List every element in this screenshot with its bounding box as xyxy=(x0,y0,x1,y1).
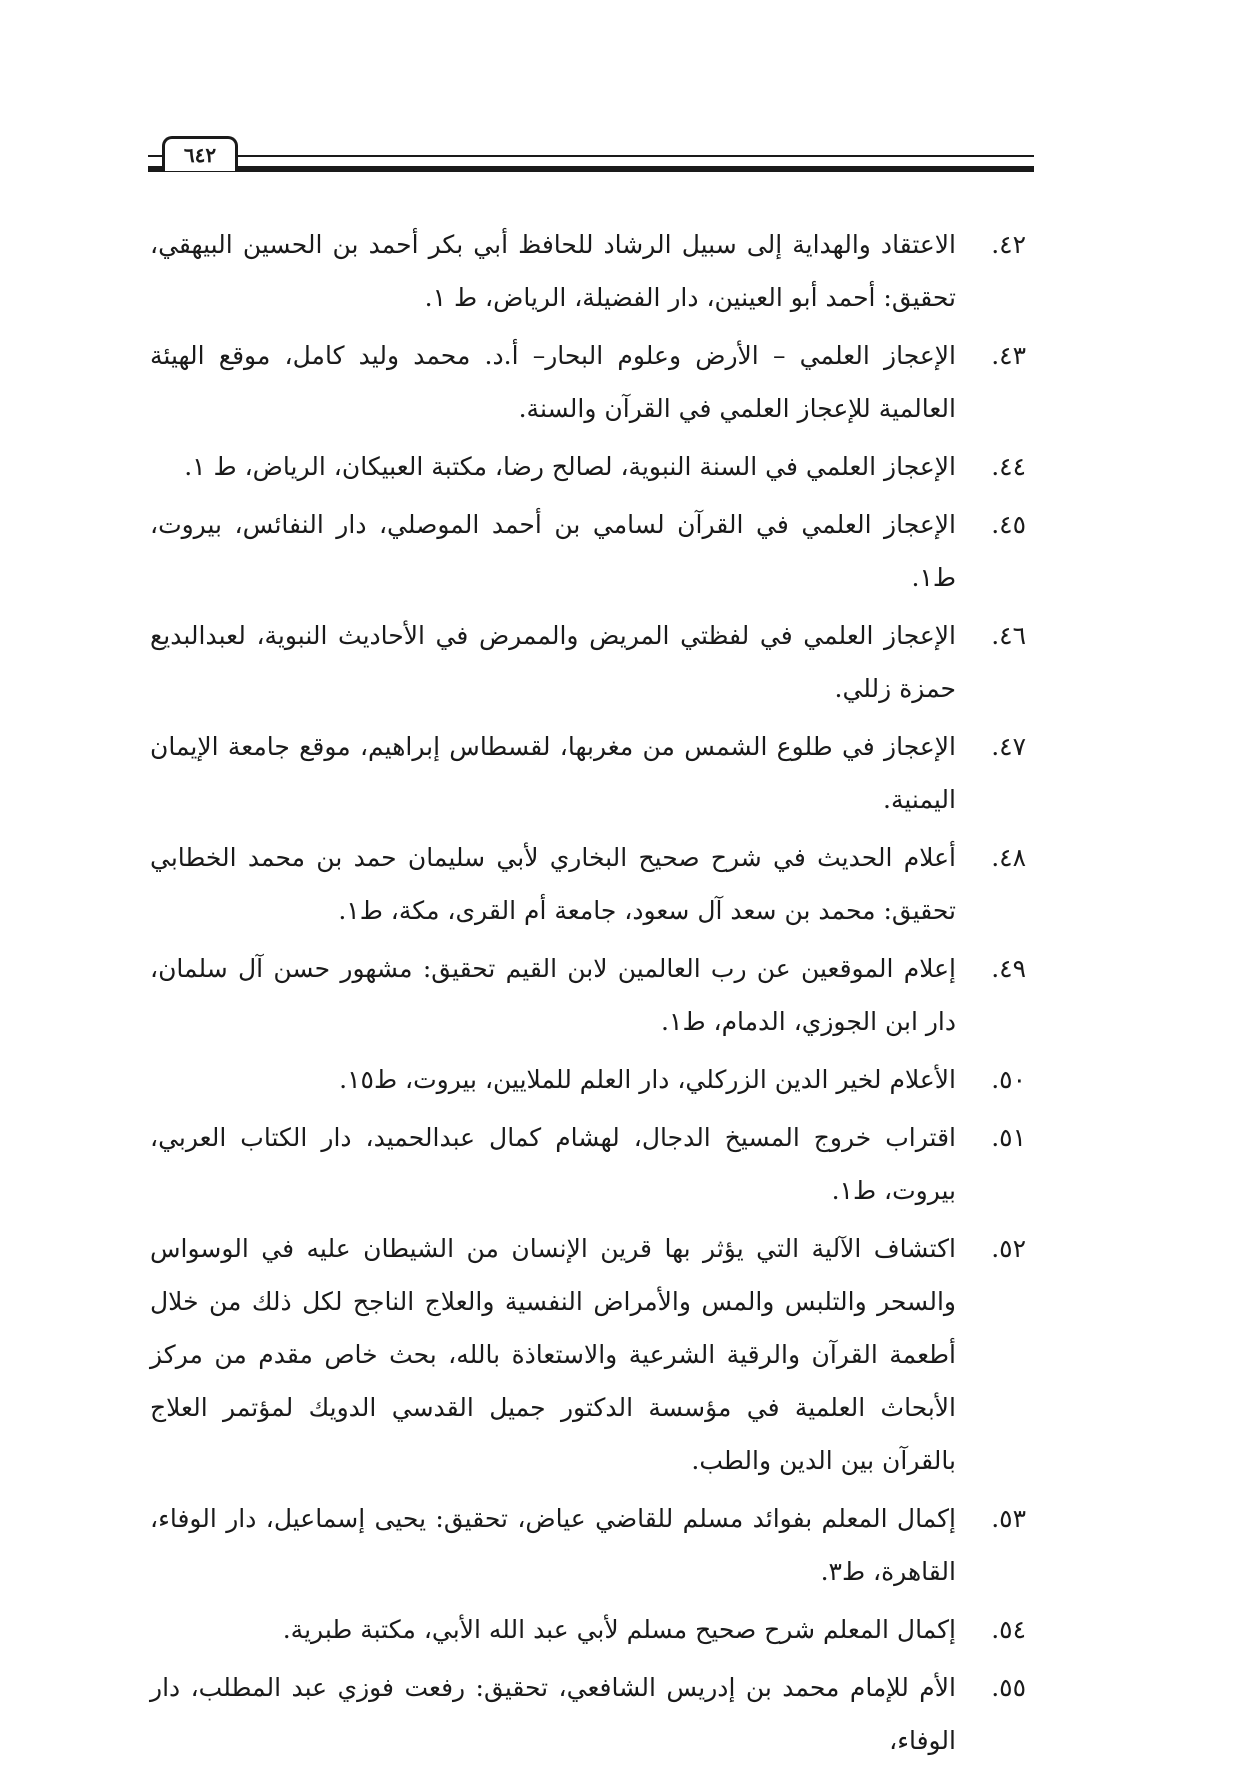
reference-entry xyxy=(150,831,1030,937)
reference-text: الإعجاز في طلوع الشمس من مغربها، لقسطاس إبراهيم، موقع جامعة الإيمان اليمنية. xyxy=(150,732,956,814)
reference-text: الأعلام لخير الدين الزركلي، دار العلم للملايين، بيروت، ط١٥. xyxy=(339,1065,956,1094)
page-number: ٦٤٢ xyxy=(162,136,238,171)
references-list xyxy=(150,218,1030,1772)
reference-number: ٥٥. xyxy=(991,1673,1026,1702)
reference-text: أعلام الحديث في شرح صحيح البخاري لأبي سليمان حمد بن محمد الخطابي تحقيق: محمد بن سعد آل سعود، جامعة أم القرى، مكة، ط١. xyxy=(150,843,956,925)
reference-number: ٤٢. xyxy=(991,230,1026,259)
header-rule-thin xyxy=(148,155,1034,157)
reference-text: الاعتقاد والهداية إلى سبيل الرشاد للحافظ أبي بكر أحمد بن الحسين البيهقي، تحقيق: أحمد أبو العينين، دار الفضيلة، الرياض، ط ١. xyxy=(150,230,956,312)
reference-number: ٤٥. xyxy=(991,510,1026,539)
reference-text: إكمال المعلم بفوائد مسلم للقاضي عياض، تحقيق: يحيى إسماعيل، دار الوفاء، القاهرة، ط٣. xyxy=(150,1504,956,1586)
reference-entry xyxy=(150,498,1030,604)
reference-number: ٤٩. xyxy=(991,954,1026,983)
reference-text: الأم للإمام محمد بن إدريس الشافعي، تحقيق: رفعت فوزي عبد المطلب، دار الوفاء، xyxy=(150,1673,956,1755)
reference-text: الإعجاز العلمي – الأرض وعلوم البحار– أ.د. محمد وليد كامل، موقع الهيئة العالمية للإعجاز العلمي في القرآن والسنة. xyxy=(150,341,956,423)
reference-text: الإعجاز العلمي في القرآن لسامي بن أحمد الموصلي، دار النفائس، بيروت، ط١. xyxy=(150,510,956,592)
reference-entry xyxy=(150,1492,1030,1598)
reference-text: الإعجاز العلمي في لفظتي المريض والممرض في الأحاديث النبوية، لعبدالبديع حمزة زللي. xyxy=(150,621,956,703)
reference-number: ٤٤. xyxy=(991,452,1026,481)
reference-text: إكمال المعلم شرح صحيح مسلم لأبي عبد الله الأبي، مكتبة طبرية. xyxy=(282,1615,956,1644)
reference-entry xyxy=(150,1603,1030,1656)
reference-entry xyxy=(150,1222,1030,1487)
reference-entry xyxy=(150,1661,1030,1767)
reference-number: ٤٧. xyxy=(991,732,1026,761)
reference-number: ٤٣. xyxy=(991,341,1026,370)
reference-entry xyxy=(150,720,1030,826)
reference-number: ٥٠. xyxy=(991,1065,1026,1094)
reference-text: إعلام الموقعين عن رب العالمين لابن القيم تحقيق: مشهور حسن آل سلمان، دار ابن الجوزي، الدمام، ط١. xyxy=(150,954,956,1036)
reference-number: ٥٣. xyxy=(991,1504,1026,1533)
reference-text: اكتشاف الآلية التي يؤثر بها قرين الإنسان من الشيطان عليه في الوسواس والسحر والتلبس والمس والأمراض النفسية والعلاج الناجح لكل ذلك من خلال أطعمة القرآن والرقية الشرعية والاستعاذة بالله، بحث خاص مقدم من مركز الأبحاث العلمية في مؤسسة الدكتور جميل القدسي الدويك لمؤتمر العلاج بالقرآن بين الدين والطب. xyxy=(150,1234,956,1475)
reference-number: ٥٤. xyxy=(991,1615,1026,1644)
reference-entry xyxy=(150,1053,1030,1106)
reference-entry xyxy=(150,440,1030,493)
reference-text: الإعجاز العلمي في السنة النبوية، لصالح رضا، مكتبة العبيكان، الرياض، ط ١. xyxy=(184,452,956,481)
reference-entry xyxy=(150,942,1030,1048)
reference-number: ٥٢. xyxy=(991,1234,1026,1263)
reference-number: ٤٨. xyxy=(991,843,1026,872)
header-rule-thick xyxy=(148,166,1034,172)
reference-number: ٥١. xyxy=(991,1123,1026,1152)
reference-entry xyxy=(150,1111,1030,1217)
reference-text: اقتراب خروج المسيخ الدجال، لهشام كمال عبدالحميد، دار الكتاب العربي، بيروت، ط١. xyxy=(150,1123,956,1205)
page-header xyxy=(148,126,1034,202)
reference-entry xyxy=(150,218,1030,324)
reference-entry xyxy=(150,329,1030,435)
reference-entry xyxy=(150,609,1030,715)
reference-number: ٤٦. xyxy=(991,621,1026,650)
